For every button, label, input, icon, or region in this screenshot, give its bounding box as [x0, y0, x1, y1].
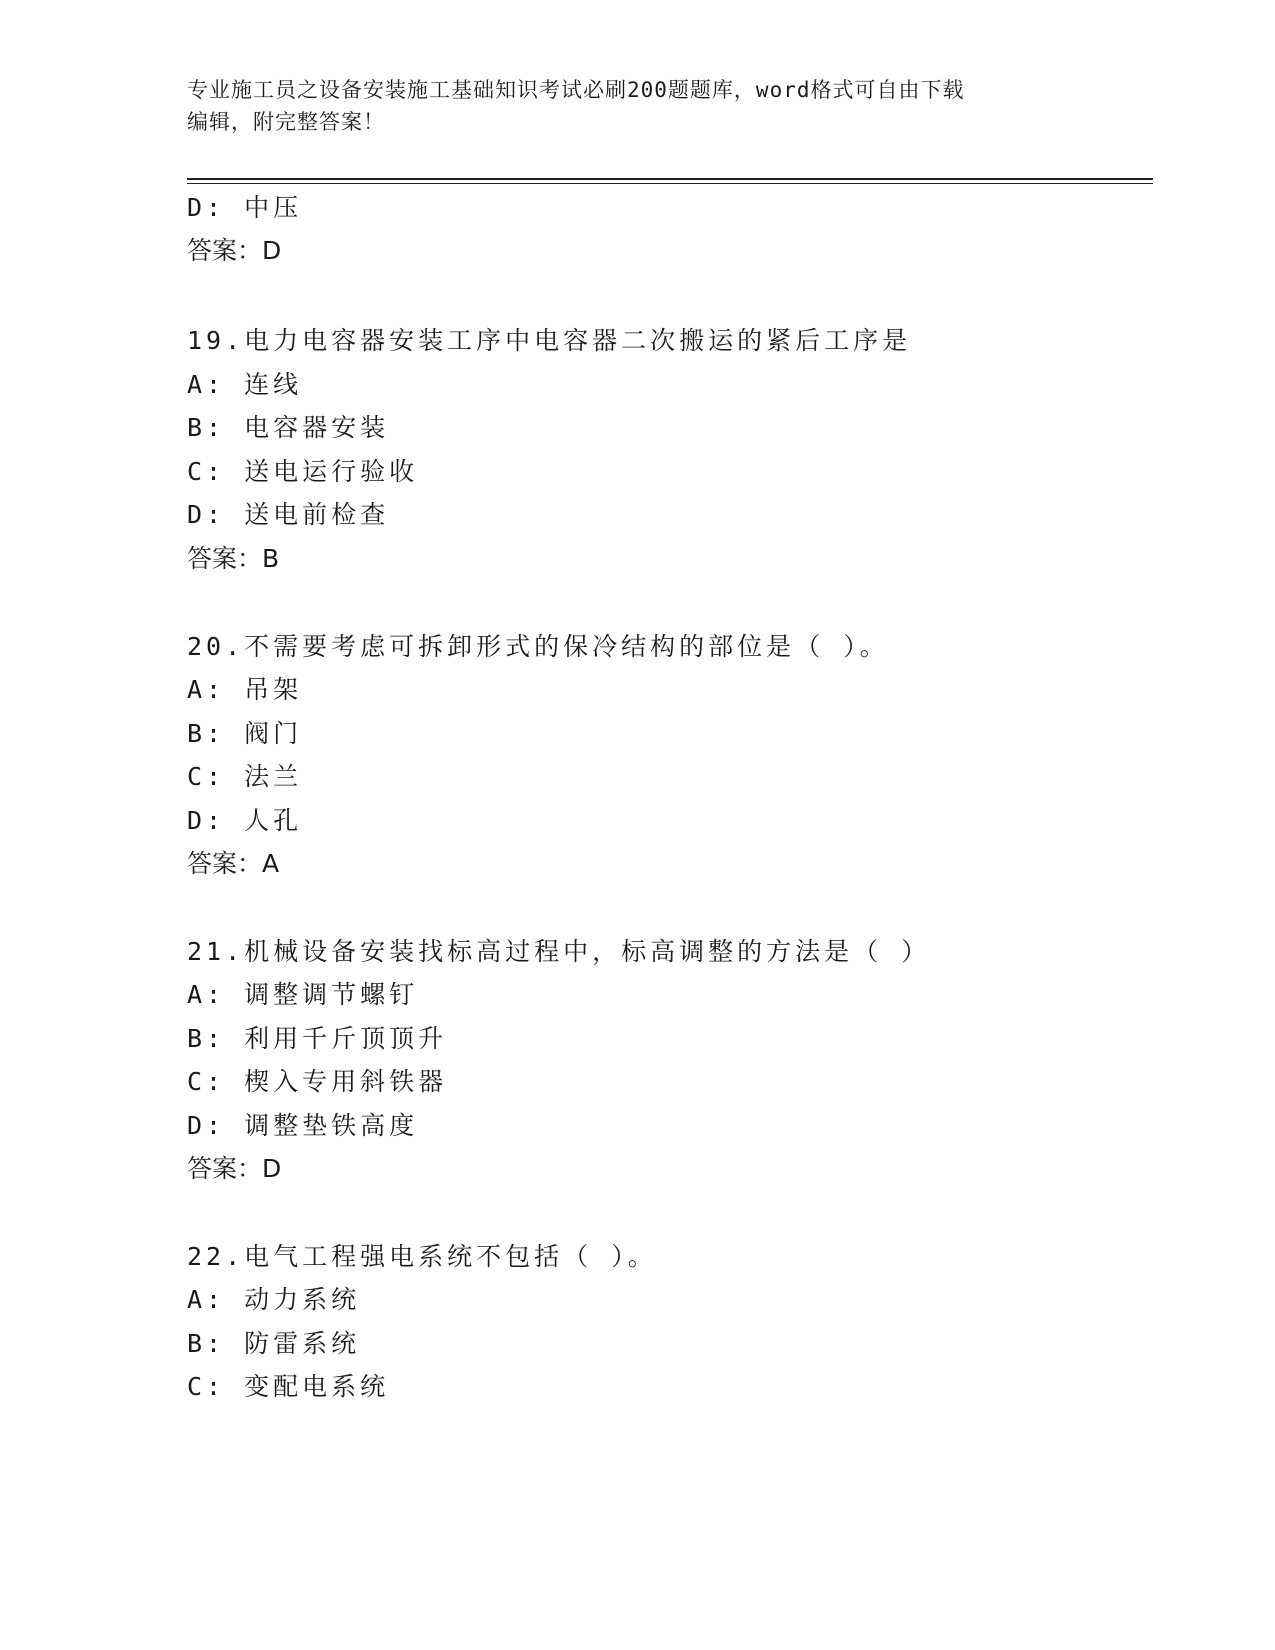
question-19-answer: 答案：B: [187, 544, 280, 573]
question-20-option-d: D: 人孔: [187, 806, 303, 835]
question-19-option-c: C: 送电运行验收: [187, 457, 419, 486]
question-20-option-a: A: 吊架: [187, 675, 303, 704]
question-19-option-d: D: 送电前检查: [187, 500, 390, 529]
question-21-option-d: D: 调整垫铁高度: [187, 1111, 419, 1140]
question-21-option-a: A: 调整调节螺钉: [187, 980, 419, 1009]
header-rule-thick: [187, 178, 1153, 180]
question-19-option-b: B: 电容器安装: [187, 413, 390, 442]
question-19-option-a: A: 连线: [187, 370, 303, 399]
header-title-line-2: 编辑，附完整答案！: [187, 110, 385, 134]
header-title-line-1: 专业施工员之设备安装施工基础知识考试必刷200题题库，word格式可自由下载: [187, 78, 965, 102]
question-20-option-b: B: 阀门: [187, 719, 303, 748]
document-header: [187, 74, 1087, 138]
question-20-answer: 答案：A: [187, 849, 280, 878]
header-rule-thin: [187, 183, 1153, 184]
question-21-answer: 答案：D: [187, 1154, 282, 1183]
question-22-option-c: C: 变配电系统: [187, 1372, 390, 1401]
question-20-stem: 20.不需要考虑可拆卸形式的保冷结构的部位是（ ）。: [187, 632, 889, 661]
question-21-option-c: C: 楔入专用斜铁器: [187, 1067, 448, 1096]
question-22-option-a: A: 动力系统: [187, 1285, 361, 1314]
prev-option-d: D: 中压: [187, 193, 303, 222]
prev-answer: 答案：D: [187, 236, 282, 265]
question-21-stem: 21.机械设备安装找标高过程中，标高调整的方法是（ ）: [187, 937, 931, 966]
question-19-stem: 19.电力电容器安装工序中电容器二次搬运的紧后工序是: [187, 326, 912, 355]
question-20-option-c: C: 法兰: [187, 762, 303, 791]
question-22-option-b: B: 防雷系统: [187, 1329, 361, 1358]
question-22-stem: 22.电气工程强电系统不包括（ ）。: [187, 1242, 657, 1271]
question-21-option-b: B: 利用千斤顶顶升: [187, 1024, 448, 1053]
